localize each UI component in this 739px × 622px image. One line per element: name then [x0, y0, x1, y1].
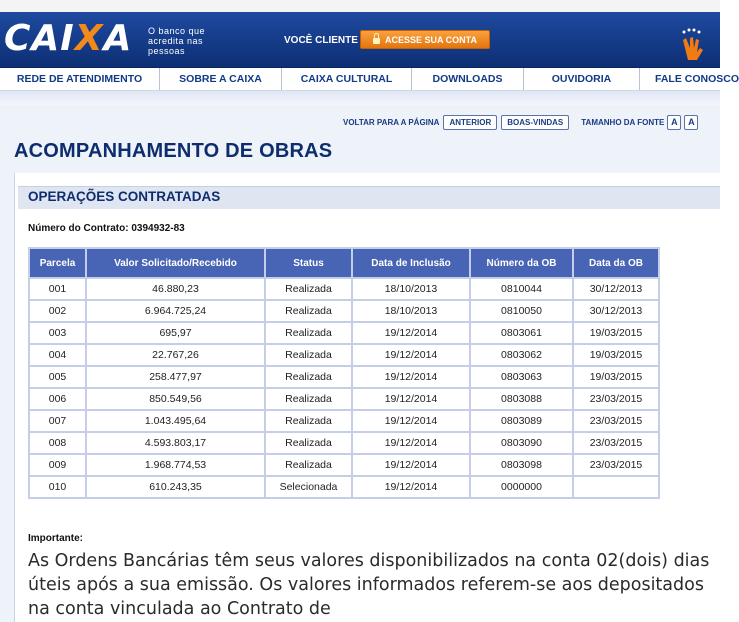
top-strip [0, 0, 720, 12]
table-row [29, 476, 659, 498]
table-cell: 004 [29, 344, 86, 366]
font-smaller-button[interactable]: A [667, 115, 681, 130]
table-row [29, 300, 659, 322]
table-cell: Realizada [265, 322, 352, 344]
table-cell: Realizada [265, 432, 352, 454]
table-cell: Realizada [265, 454, 352, 476]
col-parcela: Parcela [29, 248, 86, 278]
table-cell: Realizada [265, 344, 352, 366]
table-cell: 18/10/2013 [352, 278, 470, 300]
col-status: Status [265, 248, 352, 278]
table-row [29, 278, 659, 300]
tamanho-fonte-label: TAMANHO DA FONTE [581, 117, 665, 127]
table-cell: Realizada [265, 388, 352, 410]
contract-number: Número do Contrato: 0394932-83 [28, 223, 185, 234]
table-cell: 258.477,97 [86, 366, 265, 388]
col-data-inclusao: Data de Inclusão [352, 248, 470, 278]
table-cell: 19/12/2014 [352, 388, 470, 410]
table-cell: 22.767,26 [86, 344, 265, 366]
table-cell: 19/12/2014 [352, 366, 470, 388]
table-header-row [29, 248, 659, 278]
table-cell: 19/12/2014 [352, 322, 470, 344]
table-cell: 0803063 [470, 366, 573, 388]
col-data-ob: Data da OB [573, 248, 659, 278]
table-row [29, 344, 659, 366]
table-cell [573, 476, 659, 498]
table-cell: 6.964.725,24 [86, 300, 265, 322]
table-cell: 19/12/2014 [352, 454, 470, 476]
table-cell: 23/03/2015 [573, 454, 659, 476]
table-cell: 19/03/2015 [573, 366, 659, 388]
table-cell: 19/12/2014 [352, 410, 470, 432]
table-cell: 19/12/2014 [352, 476, 470, 498]
table-cell: 010 [29, 476, 86, 498]
lock-icon [373, 38, 380, 44]
table-cell: 1.043.495,64 [86, 410, 265, 432]
nav-shadow-bar [0, 91, 720, 105]
table-cell: 0803088 [470, 388, 573, 410]
table-cell: 002 [29, 300, 86, 322]
table-cell: 001 [29, 278, 86, 300]
table-cell: 19/03/2015 [573, 322, 659, 344]
important-note: As Ordens Bancárias têm seus valores disponibilizados na conta 02(dois) dias úteis após a sua emissão. Os valores informados referem-se aos depositados na conta vinculada ao Contrato de [28, 551, 710, 619]
table-cell: 005 [29, 366, 86, 388]
table-cell: 0803061 [470, 322, 573, 344]
table-cell: 1.968.774,53 [86, 454, 265, 476]
page-tools [343, 113, 698, 131]
table-cell: Realizada [265, 278, 352, 300]
table-cell: 0810044 [470, 278, 573, 300]
table-row [29, 432, 659, 454]
site-header [0, 12, 720, 68]
cliente-label: VOCÊ CLIENTE [284, 35, 358, 46]
nav-ouvidoria[interactable]: OUVIDORIA [524, 68, 640, 90]
caixa-logo[interactable]: CAIXA [4, 18, 133, 59]
hand-icon [676, 26, 706, 66]
col-numero-ob: Número da OB [470, 248, 573, 278]
table-cell: 850.549,56 [86, 388, 265, 410]
table-cell: 30/12/2013 [573, 278, 659, 300]
table-cell: 30/12/2013 [573, 300, 659, 322]
table-cell: 008 [29, 432, 86, 454]
nav-downloads[interactable]: DOWNLOADS [412, 68, 524, 90]
table-cell: Selecionada [265, 476, 352, 498]
col-valor: Valor Solicitado/Recebido [86, 248, 265, 278]
important-label: Importante: [28, 533, 83, 544]
font-larger-button[interactable]: A [684, 115, 698, 130]
table-cell: 23/03/2015 [573, 410, 659, 432]
table-row [29, 454, 659, 476]
anterior-button[interactable]: ANTERIOR [443, 115, 497, 130]
nav-rede-de-atendimento[interactable]: REDE DE ATENDIMENTO [0, 68, 160, 90]
operations-table [28, 247, 660, 499]
table-cell: 003 [29, 322, 86, 344]
acesse-button-label: ACESSE SUA CONTA [384, 34, 477, 45]
tagline: O banco que acredita nas pessoas [148, 26, 206, 56]
table-cell: 4.593.803,17 [86, 432, 265, 454]
main-nav [0, 68, 739, 91]
table-cell: 23/03/2015 [573, 432, 659, 454]
table-cell: 007 [29, 410, 86, 432]
table-cell: 006 [29, 388, 86, 410]
page-title: ACOMPANHAMENTO DE OBRAS [14, 140, 333, 162]
table-cell: 19/12/2014 [352, 432, 470, 454]
table-cell: 23/03/2015 [573, 388, 659, 410]
table-cell: 46.880,23 [86, 278, 265, 300]
table-cell: 19/12/2014 [352, 344, 470, 366]
section-title: OPERAÇÕES CONTRATADAS [28, 189, 221, 204]
nav-sobre-a-caixa[interactable]: SOBRE A CAIXA [160, 68, 282, 90]
nav-fale-conosco[interactable]: FALE CONOSCO [655, 73, 739, 85]
voltar-label: VOLTAR PARA A PÁGINA [343, 117, 440, 127]
nav-caixa-cultural[interactable]: CAIXA CULTURAL [282, 68, 412, 90]
table-row [29, 366, 659, 388]
table-cell: 0803062 [470, 344, 573, 366]
table-cell: 18/10/2013 [352, 300, 470, 322]
table-cell: 19/03/2015 [573, 344, 659, 366]
table-cell: Realizada [265, 300, 352, 322]
table-cell: 0803089 [470, 410, 573, 432]
table-cell: Realizada [265, 366, 352, 388]
table-cell: 0803098 [470, 454, 573, 476]
table-cell: 009 [29, 454, 86, 476]
table-row [29, 322, 659, 344]
table-cell: Realizada [265, 410, 352, 432]
table-row [29, 410, 659, 432]
table-cell: 0810050 [470, 300, 573, 322]
table-cell: 610.243,35 [86, 476, 265, 498]
acesse-sua-conta-button[interactable] [360, 30, 490, 49]
table-row [29, 388, 659, 410]
table-cell: 0803090 [470, 432, 573, 454]
boas-vindas-button[interactable]: BOAS-VINDAS [501, 115, 569, 130]
table-cell: 695,97 [86, 322, 265, 344]
table-cell: 0000000 [470, 476, 573, 498]
